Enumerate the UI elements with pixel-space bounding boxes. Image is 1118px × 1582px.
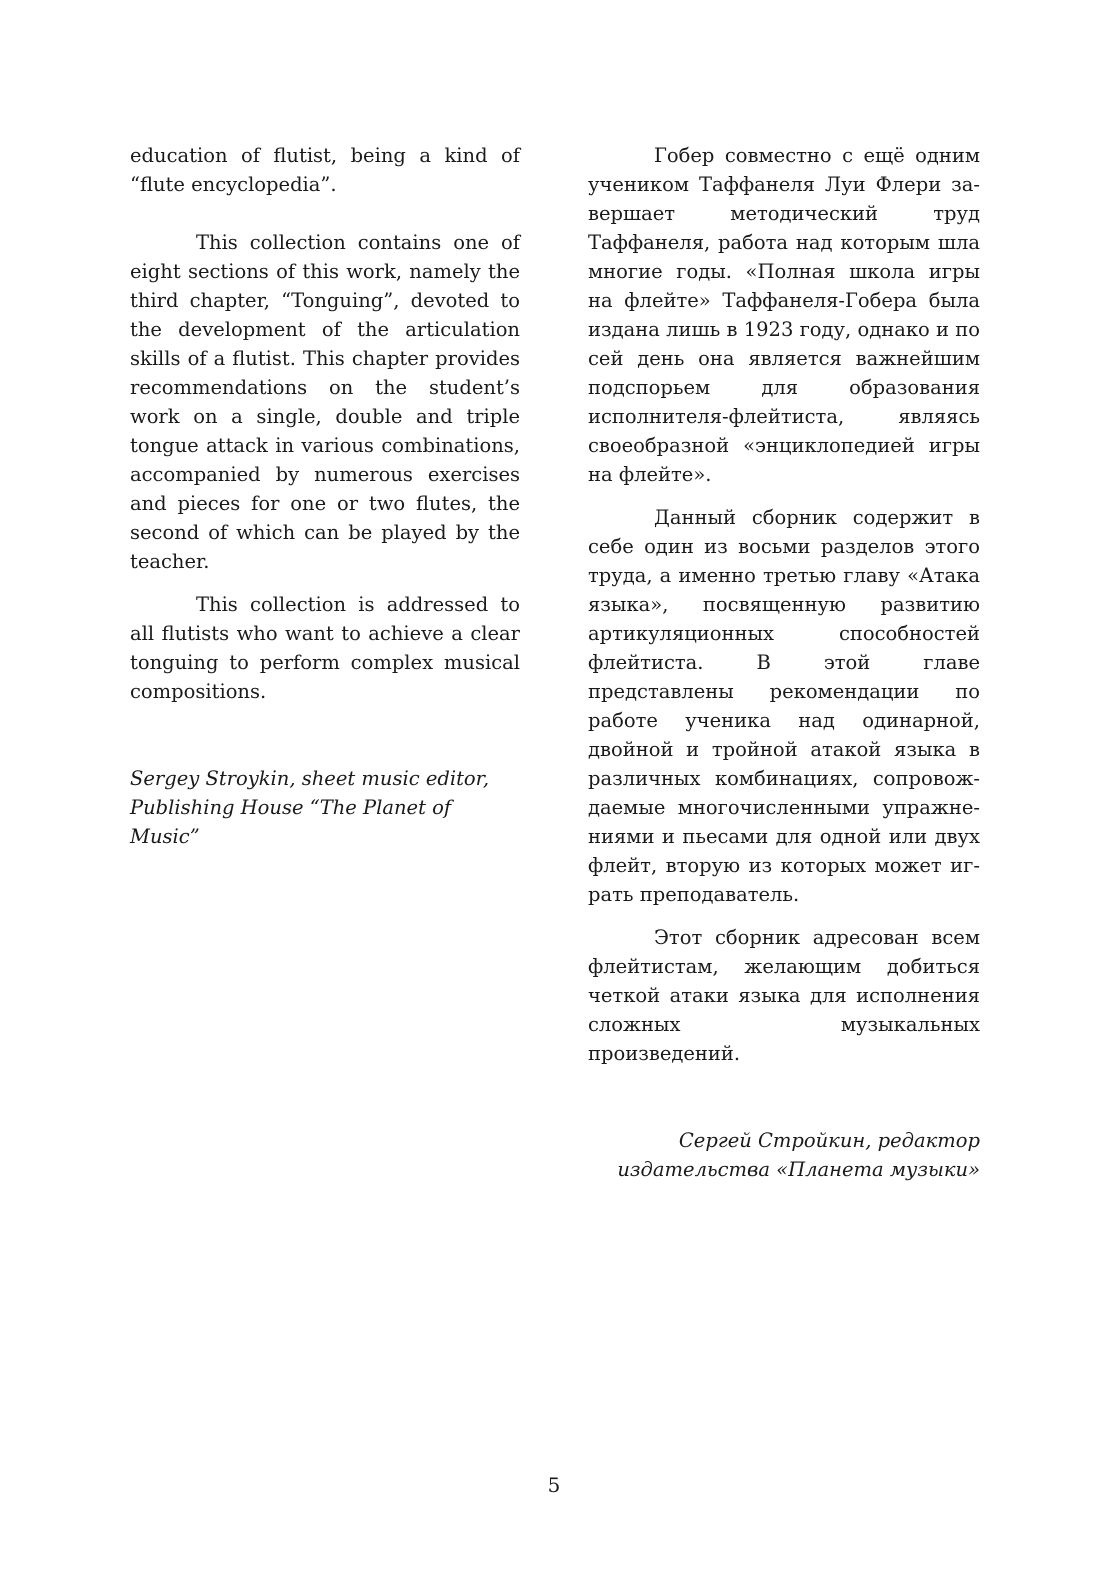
page-number: 5: [547, 1473, 561, 1497]
english-paragraph-collection: This collection contains one of eight sections of this work, namely the third chapter, “Tonguing”, devoted to the development of the articulation skills of a flutist. This chapter provides recommendations on the student’s work on a single, double and triple tongue attack in various combinations, accompanied by numerous exercises and pieces for one or two flutes, the second of which can be played by the teacher.: [130, 231, 520, 573]
english-paragraph-continuation: education of flutist, being a kind of “flute encyclopedia”.: [130, 144, 520, 196]
russian-column: [588, 141, 980, 1184]
russian-paragraph-addressed: Этот сборник адресован всем флейтистам, желающим добиться четкой атаки языка для исполнения сложных музыкальных произведений.: [588, 926, 980, 1065]
russian-signature: [588, 1126, 980, 1184]
russian-signature-name: Сергей Стройкин, редактор: [678, 1129, 980, 1152]
english-paragraph-addressed: This collection is addressed to all flutists who want to achieve a clear tonguing to perform complex musical compositions.: [130, 593, 520, 703]
english-signature-publisher: Publishing House “The Planet of Music”: [130, 796, 452, 848]
english-column: [130, 141, 520, 851]
russian-paragraph-gaubert: Гобер совместно с ещё одним учеником Таффанеля Луи Флери завершает методический труд Таффанеля, работа над которым шла многие годы. «Полная школа игры на флейте» Таффанеля-Гобера была издана лишь в 1923 году, однако и по сей день она является важнейшим подспорьем для образования исполнителя-флейтиста, являясь своеобразной «энциклопедией игры на флейте».: [588, 144, 980, 486]
english-signature-name: Sergey Stroykin, sheet music editor,: [130, 767, 490, 790]
russian-paragraph-collection: Данный сборник содержит в себе один из восьми разделов этого труда, а именно третью главу «Атака языка», посвященную развитию артикуляционных способностей флейтиста. В этой главе представлены рекомендации по работе ученика над одинарной, двойной и тройной атакой языка в различных комбинациях, сопровождаемые многочисленными упражнениями и пьесами для одной или двух флейт, вторую из которых может играть преподаватель.: [588, 506, 980, 906]
english-signature: [130, 764, 520, 851]
russian-signature-publisher: издательства «Планета музыки»: [617, 1158, 980, 1181]
